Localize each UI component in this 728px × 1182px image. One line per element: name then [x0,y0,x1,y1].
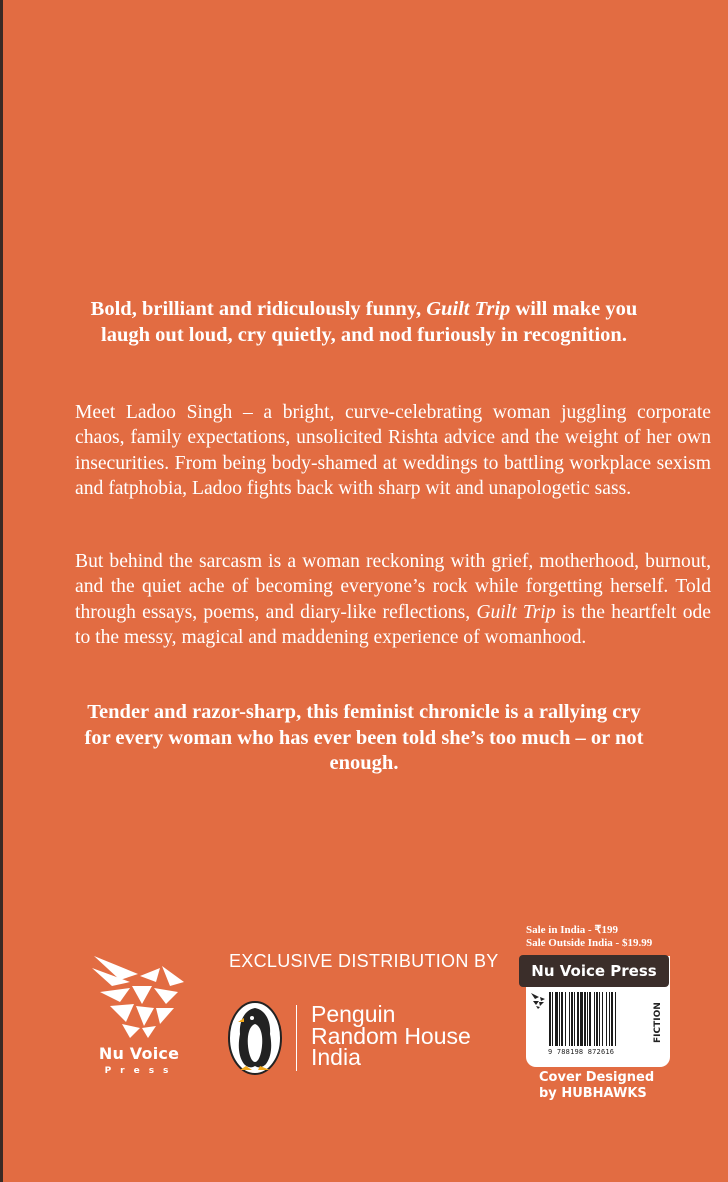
distribution-label: EXCLUSIVE DISTRIBUTION BY [229,951,499,971]
tagline-book-title: Guilt Trip [426,298,511,320]
publisher-logo [84,952,194,1082]
cover-credit-line-2 [539,1086,654,1102]
cover-credit-line-1: Cover Designed [539,1070,655,1085]
cover-spine-edge [0,0,3,1182]
cover-credit [539,1070,654,1102]
distributor-name-line-2: Random House [311,1022,471,1049]
distributor-name-line-3: India [311,1044,361,1070]
cover-credit-by: by [539,1086,562,1101]
barcode-icon [549,992,633,1048]
distribution-divider [296,1005,297,1071]
barcode-publisher-tag: Nu Voice Press [519,955,669,987]
blurb-paragraph-1: Meet Ladoo Singh – a bright, curve-celebrating woman juggling corporate chaos, family expectations, unsolicited Rishta advice and the weight of her own insecurities. From being body-shamed at weddings to battling workplace sexism and fatphobia, Ladoo fights back with sharp wit and unapologetic sass. [75,402,711,500]
isbn-number: 9 788198 872616 [548,1048,615,1056]
paragraph2-book-title: Guilt Trip [476,601,556,623]
tagline [80,297,648,348]
tagline-text-2: will make you laugh out loud, cry quietly, and nod furiously in recognition. [101,298,638,346]
publisher-logo-name: Nu Voice [98,1044,180,1063]
closing-statement: Tender and razor-sharp, this feminist chronicle is a rallying cry for every woman who has ever been told she’s too much – or not enough. [84,701,644,774]
publisher-logo-sub: Press [104,1066,178,1076]
distributor-name [311,1001,471,1070]
tagline-text-1: Bold, brilliant and ridiculously funny, [90,298,427,320]
paragraph2-text-1: But behind the sarcasm is a woman reckoning with grief, motherhood, burnout, and the quiet ache of becoming everyone’s rock while forgetting herself. Told through essays, poems, and diary-like reflections, [75,551,711,623]
paragraph2-text-2: is the heartfelt ode to the messy, magical and maddening experience of womanhood. [75,601,712,649]
blurb-paragraph-2 [75,549,711,651]
price-india: Sale in India - ₹199 [526,924,618,936]
cover-designer-name: HUBHAWKS [561,1086,647,1101]
genre-label: FICTION [653,1002,663,1043]
penguin-icon [226,1000,284,1076]
price-outside-india: Sale Outside India - $19.99 [526,937,653,949]
price-info [526,924,652,950]
mini-phoenix-icon [530,992,546,1010]
distributor-name-line-1: Penguin [311,1001,396,1027]
phoenix-bird-icon [90,952,188,1040]
